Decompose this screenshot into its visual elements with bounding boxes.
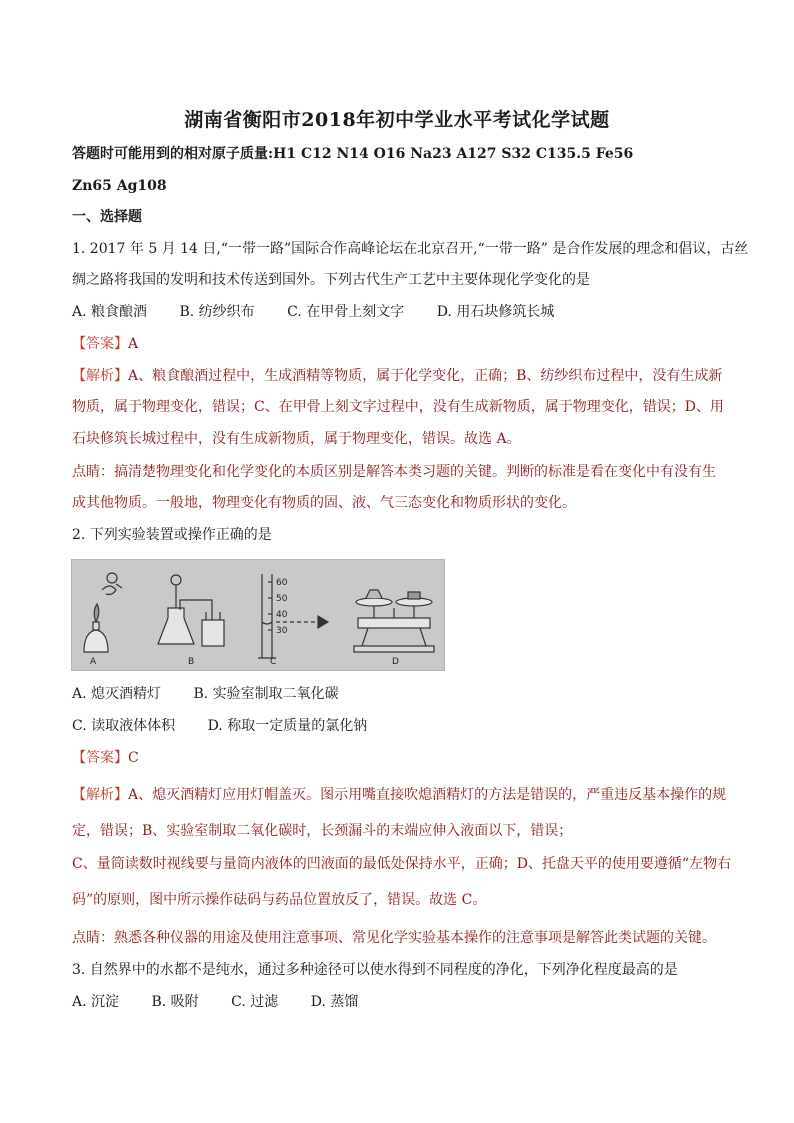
balance-scale-drawing (354, 590, 434, 652)
q1-stem-line-1: 1. 2017 年 5 月 14 日,“一带一路”国际合作高峰论坛在北京召开,“一带一路” 是合作发展的理念和倡议，古丝 (72, 241, 749, 257)
q2-options-row-1 (72, 685, 732, 703)
co2-apparatus-drawing (158, 575, 224, 646)
q3-option-a: A. 沉淀 (72, 994, 120, 1010)
cylinder-tick-30: 30 (276, 626, 288, 636)
figure-label-c: C (270, 657, 277, 667)
q2-analysis-line-3: C、量筒读数时视线要与量筒内液体的凹液面的最低处保持水平，正确；D、托盘天平的使用要遵循“左物右 (72, 856, 732, 872)
q2-options-row-2 (72, 717, 732, 735)
answer-tag: 【答案】 (72, 336, 128, 352)
cylinder-tick-60: 60 (276, 578, 288, 588)
q1-option-c: C. 在甲骨上刻文字 (287, 304, 405, 320)
cylinder-tick-40: 40 (276, 610, 288, 620)
q1-analysis-line-1 (72, 367, 732, 385)
q2-apparatus-figure (71, 559, 445, 671)
analysis-text: A、粮食酿酒过程中，生成酒精等物质，属于化学变化，正确；B、纺纱织布过程中，没有生成新 (128, 368, 723, 384)
q2-option-b: B. 实验室制取二氧化碳 (193, 686, 339, 702)
q2-option-d: D. 称取一定质量的氯化钠 (207, 718, 368, 734)
q3-options (72, 993, 732, 1011)
cylinder-tick-50: 50 (276, 594, 288, 604)
q2-analysis-line-1 (72, 786, 732, 804)
analysis-tag: 【解析】 (72, 368, 128, 384)
q1-analysis-line-3: 石块修筑长城过程中，没有生成新物质，属于物理变化，错误。故选 A。 (72, 431, 521, 447)
analysis-tag: 【解析】 (72, 787, 128, 803)
q2-stem: 2. 下列实验装置或操作正确的是 (72, 527, 272, 543)
q3-option-d: D. 蒸馏 (310, 994, 359, 1010)
atomic-masses-line-2: Zn65 Ag108 (72, 178, 167, 194)
q1-answer (72, 335, 732, 353)
answer-value: C (128, 750, 139, 766)
figure-label-b: B (188, 657, 195, 667)
q2-note-line-1: 点睛：熟悉各种仪器的用途及使用注意事项、常见化学实验基本操作的注意事项是解答此类试题的关键。 (72, 930, 716, 946)
answer-value: A (128, 336, 139, 352)
q1-option-b: B. 纺纱织布 (179, 304, 255, 320)
q2-answer (72, 749, 732, 767)
q2-option-c: C. 读取液体体积 (72, 718, 176, 734)
q1-option-d: D. 用石块修筑长城 (436, 304, 555, 320)
q1-options (72, 303, 732, 321)
q2-option-a: A. 熄灭酒精灯 (72, 686, 162, 702)
section-heading: 一、选择题 (72, 209, 142, 225)
q2-analysis-line-4: 码”的原则，图中所示操作砝码与药品位置放反了，错误。故选 C。 (72, 892, 487, 908)
q1-analysis-line-2: 物质，属于物理变化，错误；C、在甲骨上刻文字过程中，没有生成新物质，属于物理变化，错误；D、用 (72, 399, 724, 415)
analysis-text: A、熄灭酒精灯应用灯帽盖灭。图示用嘴直接吹熄酒精灯的方法是错误的，严重违反基本操作的规 (128, 787, 727, 803)
apparatus-drawing (72, 560, 444, 670)
q1-stem-line-2: 绸之路将我国的发明和技术传送到国外。下列古代生产工艺中主要体现化学变化的是 (72, 272, 590, 288)
page-title: 湖南省衡阳市2018年初中学业水平考试化学试题 (184, 109, 610, 131)
q2-analysis-line-2: 定，错误；B、实验室制取二氧化碳时，长颈漏斗的末端应伸入液面以下，错误； (72, 823, 573, 839)
atomic-masses-line-1: 答题时可能用到的相对原子质量:H1 C12 N14 O16 Na23 A127 S32 C135.5 Fe56 (72, 146, 634, 162)
figure-label-d: D (392, 657, 399, 667)
q3-option-c: C. 过滤 (231, 994, 279, 1010)
q3-option-b: B. 吸附 (151, 994, 199, 1010)
q1-option-a: A. 粮食酿酒 (72, 304, 148, 320)
q1-note-line-1: 点睛：搞清楚物理变化和化学变化的本质区别是解答本类习题的关键。判断的标准是看在变化中有没有生 (72, 464, 716, 480)
graduated-cylinder-drawing (258, 574, 328, 658)
answer-tag: 【答案】 (72, 750, 128, 766)
q1-note-line-2: 成其他物质。一般地，物理变化有物质的固、液、气三态变化和物质形状的变化。 (72, 495, 576, 511)
figure-label-a: A (90, 657, 97, 667)
alcohol-lamp-drawing (84, 573, 122, 652)
q3-stem: 3. 自然界中的水都不是纯水，通过多种途径可以使水得到不同程度的净化，下列净化程度最高的是 (72, 962, 678, 978)
